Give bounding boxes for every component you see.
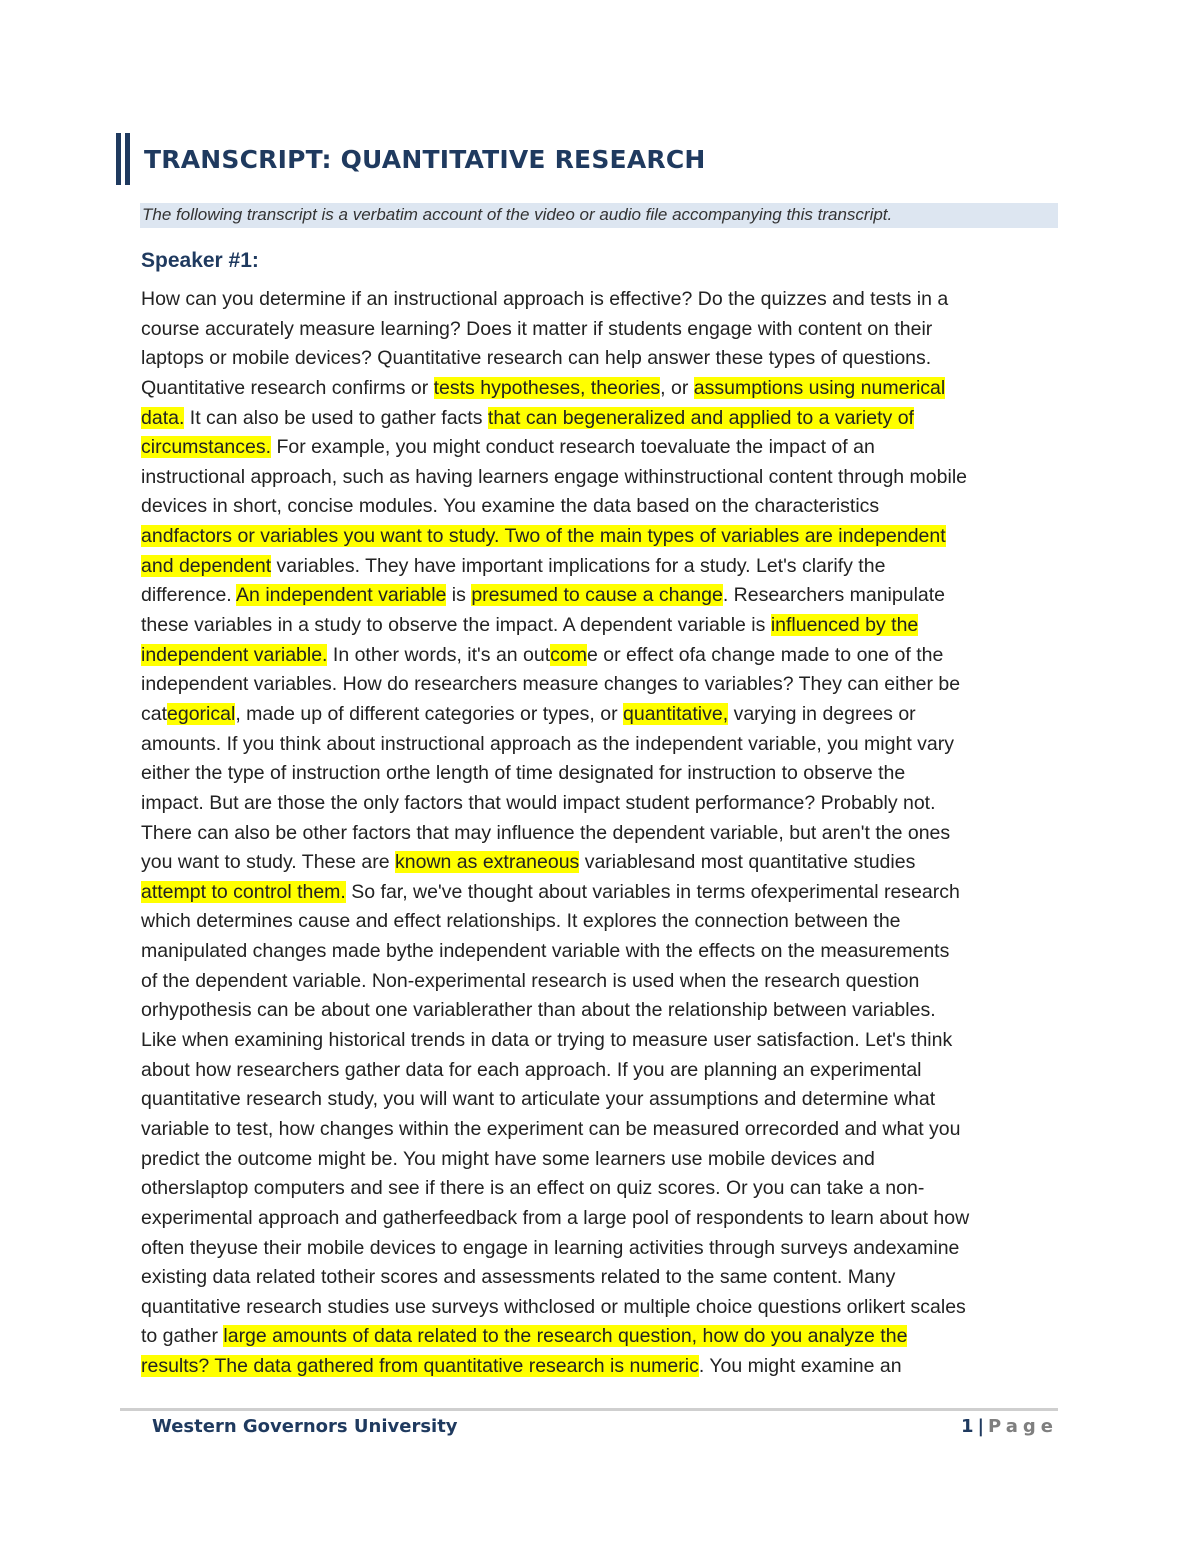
transcript-line <box>141 552 1101 582</box>
title-accent-bar <box>116 133 130 185</box>
transcript-line <box>141 937 1101 967</box>
transcript-line <box>141 374 1101 404</box>
transcript-line <box>141 1263 1101 1293</box>
transcript-text: For example, you might conduct research toevaluate the impact of an <box>271 436 875 459</box>
footer-page-info <box>961 1416 1058 1437</box>
transcript-text: , or <box>660 376 694 399</box>
transcript-line <box>141 1293 1101 1323</box>
transcript-text: instructional approach, such as having learners engage withinstructional content through mobile <box>141 465 967 488</box>
page-title: TRANSCRIPT: QUANTITATIVE RESEARCH <box>144 145 706 174</box>
intro-text: The following transcript is a verbatim account of the video or audio file accompanying this transcript. <box>142 205 893 224</box>
transcript-text: these variables in a study to observe the impact. A dependent variable is <box>141 614 771 637</box>
highlighted-text: and dependent <box>141 554 272 577</box>
transcript-text: variable to test, how changes within the experiment can be measured orrecorded and what you <box>141 1117 961 1140</box>
highlighted-text: An independent variable <box>236 584 447 607</box>
transcript-text: amounts. If you think about instructional approach as the independent variable, you might vary <box>141 732 954 755</box>
transcript-text: . You might examine an <box>698 1355 902 1378</box>
transcript-text: orhypothesis can be about one variablerather than about the relationship between variables. <box>141 999 936 1022</box>
transcript-text: Like when examining historical trends in data or trying to measure user satisfaction. Let's think <box>141 1029 953 1052</box>
speaker-label: Speaker #1: <box>141 249 259 272</box>
transcript-body <box>141 285 1101 1382</box>
transcript-line <box>141 581 1101 611</box>
highlighted-text: large amounts of data related to the research question, how do you analyze the <box>223 1325 908 1348</box>
highlighted-text: tests hypotheses, theories <box>433 376 661 399</box>
footer-institution: Western Governors University <box>152 1416 458 1437</box>
transcript-line <box>141 522 1101 552</box>
transcript-line <box>141 1056 1101 1086</box>
highlighted-text: independent variable. <box>141 643 328 666</box>
transcript-line <box>141 967 1101 997</box>
transcript-text: How can you determine if an instructional approach is effective? Do the quizzes and tests in a <box>141 288 949 310</box>
transcript-line <box>141 1026 1101 1056</box>
transcript-text: often theyuse their mobile devices to engage in learning activities through surveys andexamine <box>141 1236 960 1259</box>
transcript-line <box>141 789 1101 819</box>
transcript-line <box>141 1234 1101 1264</box>
highlighted-text: assumptions using numerical <box>693 376 946 399</box>
highlighted-text: data. <box>141 406 185 429</box>
highlighted-text: attempt to control them. <box>141 880 346 903</box>
highlighted-text: presumed to cause a change <box>471 584 723 607</box>
transcript-text: In other words, it's an out <box>327 643 551 666</box>
transcript-text: So far, we've thought about variables in terms ofexperimental research <box>345 880 960 903</box>
transcript-line <box>141 907 1101 937</box>
transcript-line <box>141 848 1101 878</box>
transcript-text: There can also be other factors that may influence the dependent variable, but aren't the ones <box>141 821 951 844</box>
transcript-line <box>141 730 1101 760</box>
transcript-text: to gather <box>141 1325 224 1348</box>
transcript-text: variablesand most quantitative studies <box>579 851 916 874</box>
transcript-text: about how researchers gather data for each approach. If you are planning an experimental <box>141 1058 922 1081</box>
transcript-text: course accurately measure learning? Does it matter if students engage with content on their <box>141 317 933 340</box>
transcript-text: manipulated changes made bythe independent variable with the effects on the measurements <box>141 940 950 963</box>
transcript-text: e or effect ofa change made to one of the <box>587 643 944 666</box>
transcript-line <box>141 1145 1101 1175</box>
transcript-text: . Researchers manipulate <box>722 584 946 607</box>
transcript-line <box>141 611 1101 641</box>
transcript-text: is <box>446 584 472 607</box>
transcript-line <box>141 670 1101 700</box>
highlighted-text: quantitative, <box>623 702 729 725</box>
transcript-line <box>141 1115 1101 1145</box>
transcript-text: experimental approach and gatherfeedback from a large pool of respondents to learn about how <box>141 1206 970 1229</box>
transcript-line <box>141 819 1101 849</box>
highlighted-text: that can begeneralized and applied to a variety of <box>487 406 914 429</box>
highlighted-text: com <box>550 643 587 666</box>
transcript-text: laptops or mobile devices? Quantitative research can help answer these types of questions. <box>141 347 932 370</box>
transcript-line <box>141 878 1101 908</box>
page-number: 1 <box>960 1416 974 1437</box>
transcript-text: cat <box>141 702 168 725</box>
transcript-line <box>141 315 1101 345</box>
highlighted-text: results? The data gathered from quantitative research is numeric <box>141 1355 699 1378</box>
page-separator: | <box>977 1416 985 1437</box>
transcript-text: independent variables. How do researchers measure changes to variables? They can either be <box>141 673 961 696</box>
transcript-text: It can also be used to gather facts <box>184 406 488 429</box>
transcript-line <box>141 404 1101 434</box>
transcript-text: devices in short, concise modules. You examine the data based on the characteristics <box>141 495 880 518</box>
transcript-line <box>141 759 1101 789</box>
transcript-text: which determines cause and effect relationships. It explores the connection between the <box>141 910 901 933</box>
page-label: Page <box>988 1416 1058 1437</box>
transcript-text: variables. They have important implications for a study. Let's clarify the <box>271 554 886 577</box>
transcript-text: either the type of instruction orthe length of time designated for instruction to observe the <box>141 762 906 785</box>
transcript-text: difference. <box>141 584 237 607</box>
highlighted-text: known as extraneous <box>395 851 580 874</box>
transcript-text: you want to study. These are <box>141 851 396 874</box>
transcript-text: varying in degrees or <box>728 702 916 725</box>
transcript-line <box>141 463 1101 493</box>
transcript-line <box>141 344 1101 374</box>
transcript-text: impact. But are those the only factors that would impact student performance? Probably not. <box>141 791 936 814</box>
transcript-text: , made up of different categories or types, or <box>235 702 623 725</box>
transcript-line <box>141 285 1101 315</box>
transcript-text: of the dependent variable. Non-experimental research is used when the research question <box>141 969 920 992</box>
transcript-line <box>141 492 1101 522</box>
transcript-line <box>141 641 1101 671</box>
transcript-line <box>141 1322 1101 1352</box>
highlighted-text: egorical <box>167 702 236 725</box>
transcript-text: Quantitative research confirms or <box>141 376 434 399</box>
transcript-line <box>141 433 1101 463</box>
transcript-text: otherslaptop computers and see if there is an effect on quiz scores. Or you can take a non- <box>141 1177 925 1200</box>
highlighted-text: influenced by the <box>770 614 919 637</box>
highlighted-text: andfactors or variables you want to study. Two of the main types of variables are independent <box>141 525 946 548</box>
transcript-text: existing data related totheir scores and assessments related to the same content. Many <box>141 1266 896 1289</box>
transcript-line <box>141 1174 1101 1204</box>
transcript-text: predict the outcome might be. You might have some learners use mobile devices and <box>141 1147 875 1170</box>
transcript-line <box>141 1085 1101 1115</box>
highlighted-text: circumstances. <box>141 436 272 459</box>
transcript-line <box>141 700 1101 730</box>
transcript-text: quantitative research study, you will want to articulate your assumptions and determine what <box>141 1088 936 1111</box>
transcript-text: quantitative research studies use surveys withclosed or multiple choice questions orlikert scales <box>141 1295 966 1318</box>
transcript-line <box>141 1352 1101 1382</box>
footer-divider <box>120 1408 1058 1411</box>
transcript-line <box>141 996 1101 1026</box>
transcript-line <box>141 1204 1101 1234</box>
